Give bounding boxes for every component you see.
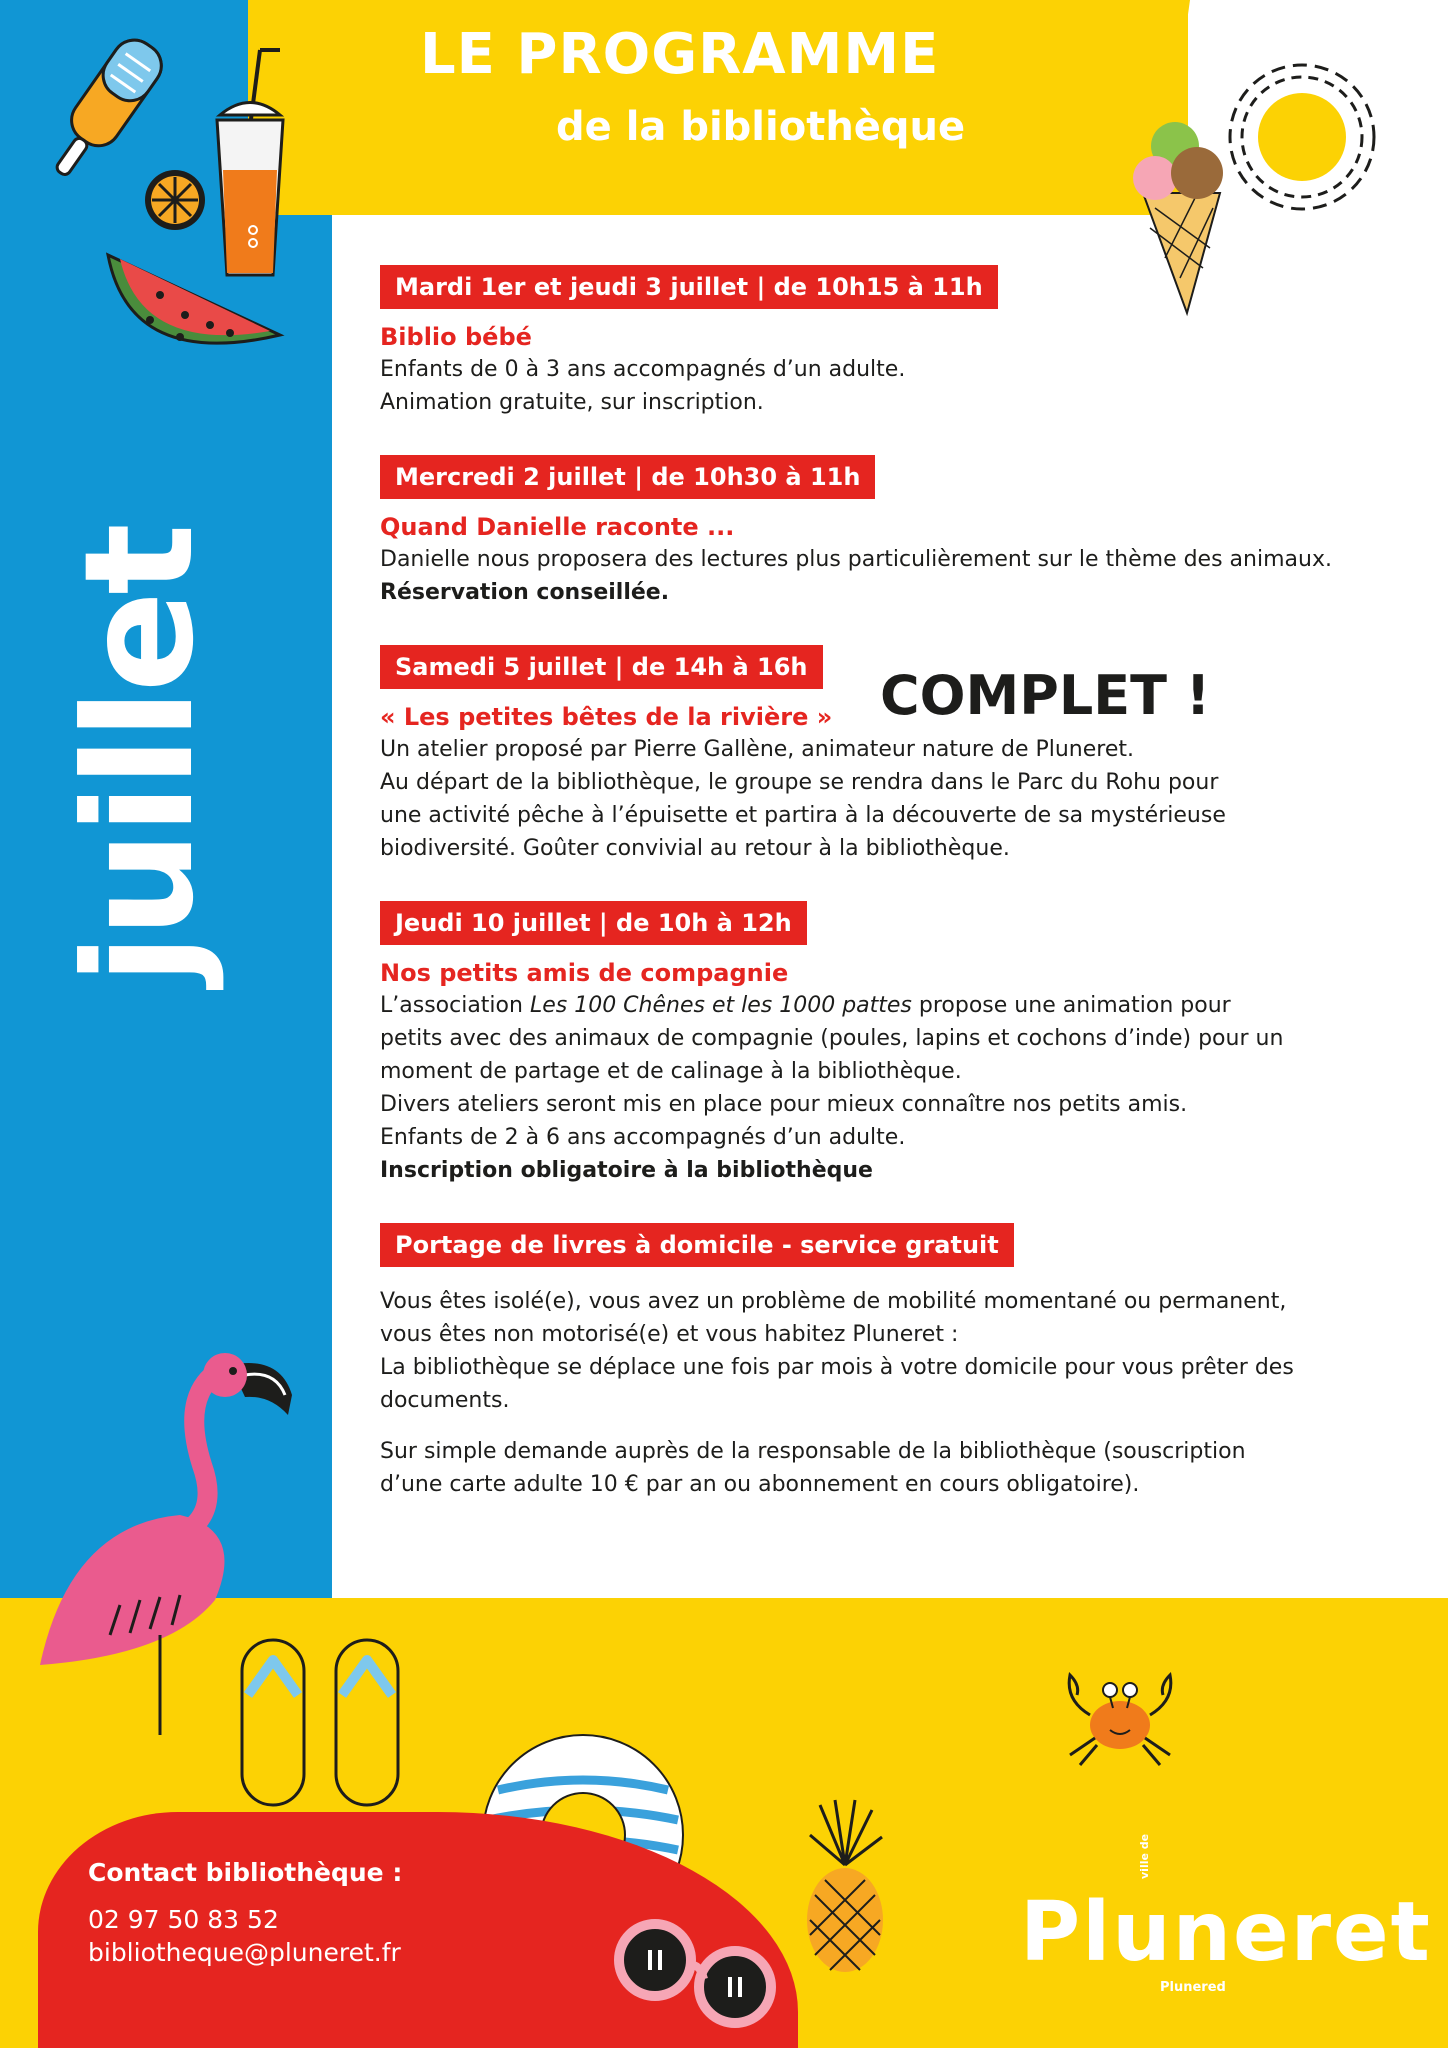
event-portage-livres xyxy=(380,1223,1390,1501)
event-text: petits avec des animaux de compagnie (poules, lapins et cochons d’inde) pour un xyxy=(380,1026,1284,1051)
page-subtitle: de la bibliothèque xyxy=(556,104,966,150)
page-title: LE PROGRAMME xyxy=(420,22,940,87)
spacer xyxy=(380,1417,1390,1435)
text-suffix: propose une animation pour xyxy=(911,993,1231,1018)
event-date-tag: Portage de livres à domicile - service gratuit xyxy=(380,1223,1014,1267)
event-date-tag: Mardi 1er et jeudi 3 juillet | de 10h15 à 11h xyxy=(380,265,998,309)
watermelon-icon xyxy=(100,245,290,385)
program-content xyxy=(380,265,1390,1537)
contact-phone: 02 97 50 83 52 xyxy=(88,1905,279,1934)
event-title: « Les petites bêtes de la rivière » xyxy=(380,703,833,731)
sunglasses-icon xyxy=(610,1905,780,2030)
month-label: juillet xyxy=(53,527,227,985)
event-note: Réservation conseillée. xyxy=(380,580,670,605)
crab-icon xyxy=(1055,1660,1185,1770)
event-text: La bibliothèque se déplace une fois par mois à votre domicile pour vous prêter des xyxy=(380,1355,1294,1380)
event-text xyxy=(380,989,1390,1022)
flip-flops-icon xyxy=(238,1635,408,1810)
status-badge: COMPLET ! xyxy=(880,664,1211,727)
orange-slice-icon xyxy=(140,165,210,235)
event-text: biodiversité. Goûter convivial au retour à la bibliothèque. xyxy=(380,836,1010,861)
event-date-tag: Samedi 5 juillet | de 14h à 16h xyxy=(380,645,823,689)
logo-breton-name: Plunered xyxy=(1160,1980,1226,1995)
logo-name: Pluneret xyxy=(1020,1885,1432,1980)
event-text: Sur simple demande auprès de la responsable de la bibliothèque (souscription xyxy=(380,1439,1246,1464)
event-title: Nos petits amis de compagnie xyxy=(380,959,789,987)
event-text: Divers ateliers seront mis en place pour mieux connaître nos petits amis. xyxy=(380,1092,1188,1117)
pineapple-icon xyxy=(790,1795,900,1975)
event-text: vous êtes non motorisé(e) et vous habitez Pluneret : xyxy=(380,1322,959,1347)
event-title: Biblio bébé xyxy=(380,323,532,351)
event-text: Un atelier proposé par Pierre Gallène, animateur nature de Pluneret. xyxy=(380,737,1134,762)
event-petits-amis xyxy=(380,901,1390,1187)
sun-icon xyxy=(1225,60,1380,215)
event-date-tag: Jeudi 10 juillet | de 10h à 12h xyxy=(380,901,807,945)
pluneret-logo xyxy=(1020,1833,1432,2005)
event-text: documents. xyxy=(380,1388,510,1413)
event-text: Au départ de la bibliothèque, le groupe se rendra dans le Parc du Rohu pour xyxy=(380,770,1219,795)
event-text: Enfants de 2 à 6 ans accompagnés d’un adulte. xyxy=(380,1125,906,1150)
event-text: une activité pêche à l’épuisette et partira à la découverte de sa mystérieuse xyxy=(380,803,1226,828)
event-text: Vous êtes isolé(e), vous avez un problème de mobilité momentané ou permanent, xyxy=(380,1289,1287,1314)
event-title: Quand Danielle raconte ... xyxy=(380,513,735,541)
event-text: moment de partage et de calinage à la bibliothèque. xyxy=(380,1059,962,1084)
contact-email: bibliotheque@pluneret.fr xyxy=(88,1938,401,1967)
text-prefix: L’association xyxy=(380,993,530,1018)
contact-title: Contact bibliothèque : xyxy=(88,1858,403,1887)
event-text: Danielle nous proposera des lectures plus particulièrement sur le thème des animaux. xyxy=(380,547,1332,572)
spacer xyxy=(380,1267,1390,1285)
event-text: d’une carte adulte 10 € par an ou abonnement en cours obligatoire). xyxy=(380,1472,1140,1497)
event-text: Enfants de 0 à 3 ans accompagnés d’un adulte. xyxy=(380,357,906,382)
event-biblio-bebe xyxy=(380,265,1390,419)
association-name: Les 100 Chênes et les 1000 pattes xyxy=(529,993,912,1018)
event-date-tag: Mercredi 2 juillet | de 10h30 à 11h xyxy=(380,455,875,499)
event-text: Animation gratuite, sur inscription. xyxy=(380,390,764,415)
event-danielle-raconte xyxy=(380,455,1390,609)
logo-prefix: ville de xyxy=(1138,1833,1151,1879)
event-note: Inscription obligatoire à la bibliothèque xyxy=(380,1158,873,1183)
